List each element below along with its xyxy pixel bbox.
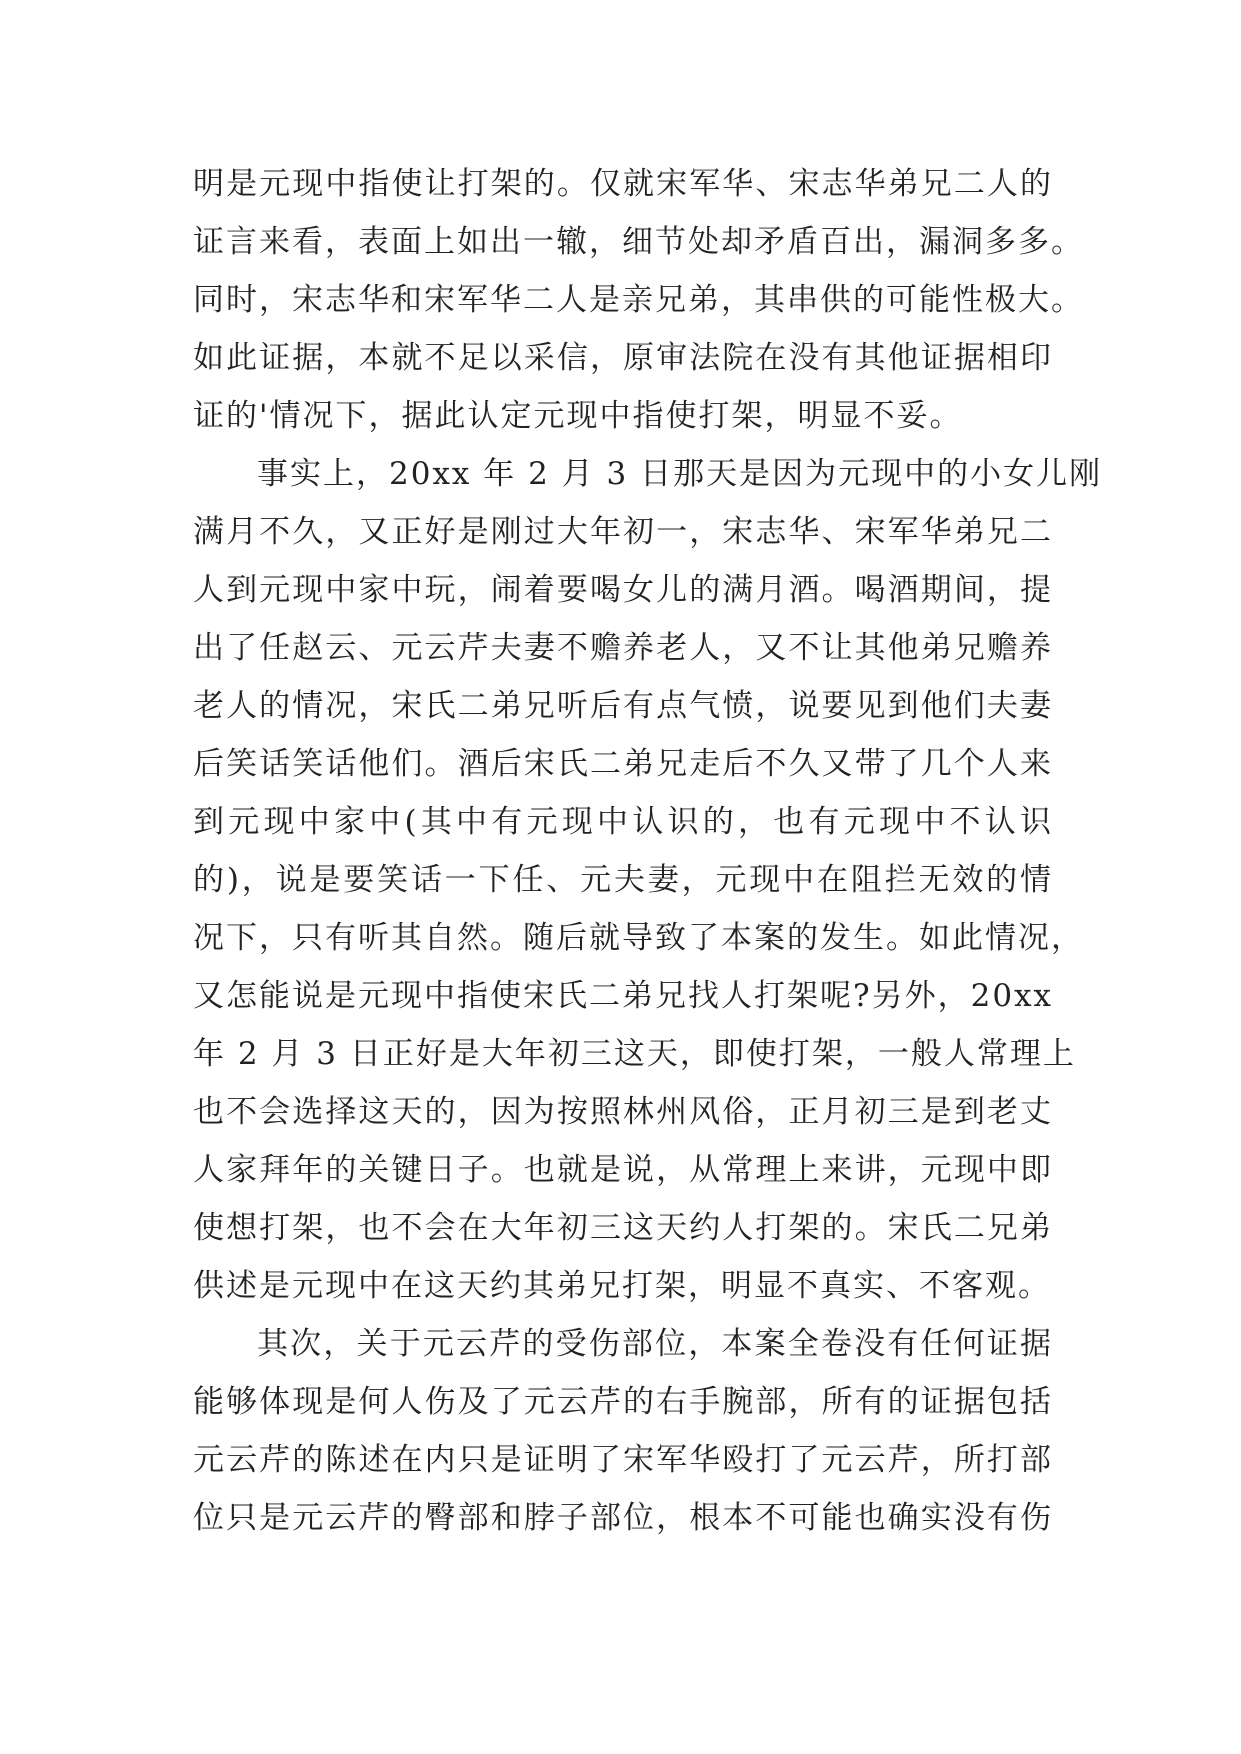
text-line: 证言来看，表面上如出一辙，细节处却矛盾百出，漏洞多多。 xyxy=(193,224,1084,260)
text-line: 如此证据，本就不足以采信，原审法院在没有其他证据相印 xyxy=(193,340,1053,376)
text-line: 位只是元云芹的臀部和脖子部位，根本不可能也确实没有伤 xyxy=(193,1500,1053,1536)
text-line: 老人的情况，宋氏二弟兄听后有点气愤，说要见到他们夫妻 xyxy=(193,688,1053,724)
text-line: 后笑话笑话他们。酒后宋氏二弟兄走后不久又带了几个人来 xyxy=(193,746,1053,782)
paragraph-1 xyxy=(193,155,1084,445)
text-line: 出了任赵云、元云芹夫妻不赡养老人，又不让其他弟兄赡养 xyxy=(193,630,1053,666)
text-line: 到元现中家中(其中有元现中认识的，也有元现中不认识 xyxy=(193,804,1053,840)
text-line: 人到元现中家中玩，闹着要喝女儿的满月酒。喝酒期间，提 xyxy=(193,572,1053,608)
text-line: 又怎能说是元现中指使宋氏二弟兄找人打架呢?另外，20xx xyxy=(193,978,1054,1014)
document-body xyxy=(193,155,1103,1547)
text-line: 能够体现是何人伤及了元云芹的右手腕部，所有的证据包括 xyxy=(193,1384,1053,1420)
paragraph-3 xyxy=(193,1315,1053,1547)
text-line: 同时，宋志华和宋军华二人是亲兄弟，其串供的可能性极大。 xyxy=(193,282,1084,318)
text-line: 的)，说是要笑话一下任、元夫妻，元现中在阻拦无效的情 xyxy=(193,862,1053,898)
text-line: 证的'情况下，据此认定元现中指使打架，明显不妥。 xyxy=(193,398,963,434)
text-line: 元云芹的陈述在内只是证明了宋军华殴打了元云芹，所打部 xyxy=(193,1442,1053,1478)
text-line: 年 2 月 3 日正好是大年初三这天，即使打架，一般人常理上 xyxy=(193,1036,1076,1072)
text-line: 其次，关于元云芹的受伤部位，本案全卷没有任何证据 xyxy=(257,1326,1053,1362)
text-line: 也不会选择这天的，因为按照林州风俗，正月初三是到老丈 xyxy=(193,1094,1053,1130)
text-line: 明是元现中指使让打架的。仅就宋军华、宋志华弟兄二人的 xyxy=(193,166,1053,202)
text-line: 满月不久，又正好是刚过大年初一，宋志华、宋军华弟兄二 xyxy=(193,514,1053,550)
text-line: 供述是元现中在这天约其弟兄打架，明显不真实、不客观。 xyxy=(193,1268,1051,1304)
text-line: 使想打架，也不会在大年初三这天约人打架的。宋氏二兄弟 xyxy=(193,1210,1053,1246)
text-line: 事实上，20xx 年 2 月 3 日那天是因为元现中的小女儿刚 xyxy=(257,456,1103,492)
text-line: 况下，只有听其自然。随后就导致了本案的发生。如此情况， xyxy=(193,920,1084,956)
text-line: 人家拜年的关键日子。也就是说，从常理上来讲，元现中即 xyxy=(193,1152,1053,1188)
paragraph-2 xyxy=(193,445,1103,1315)
